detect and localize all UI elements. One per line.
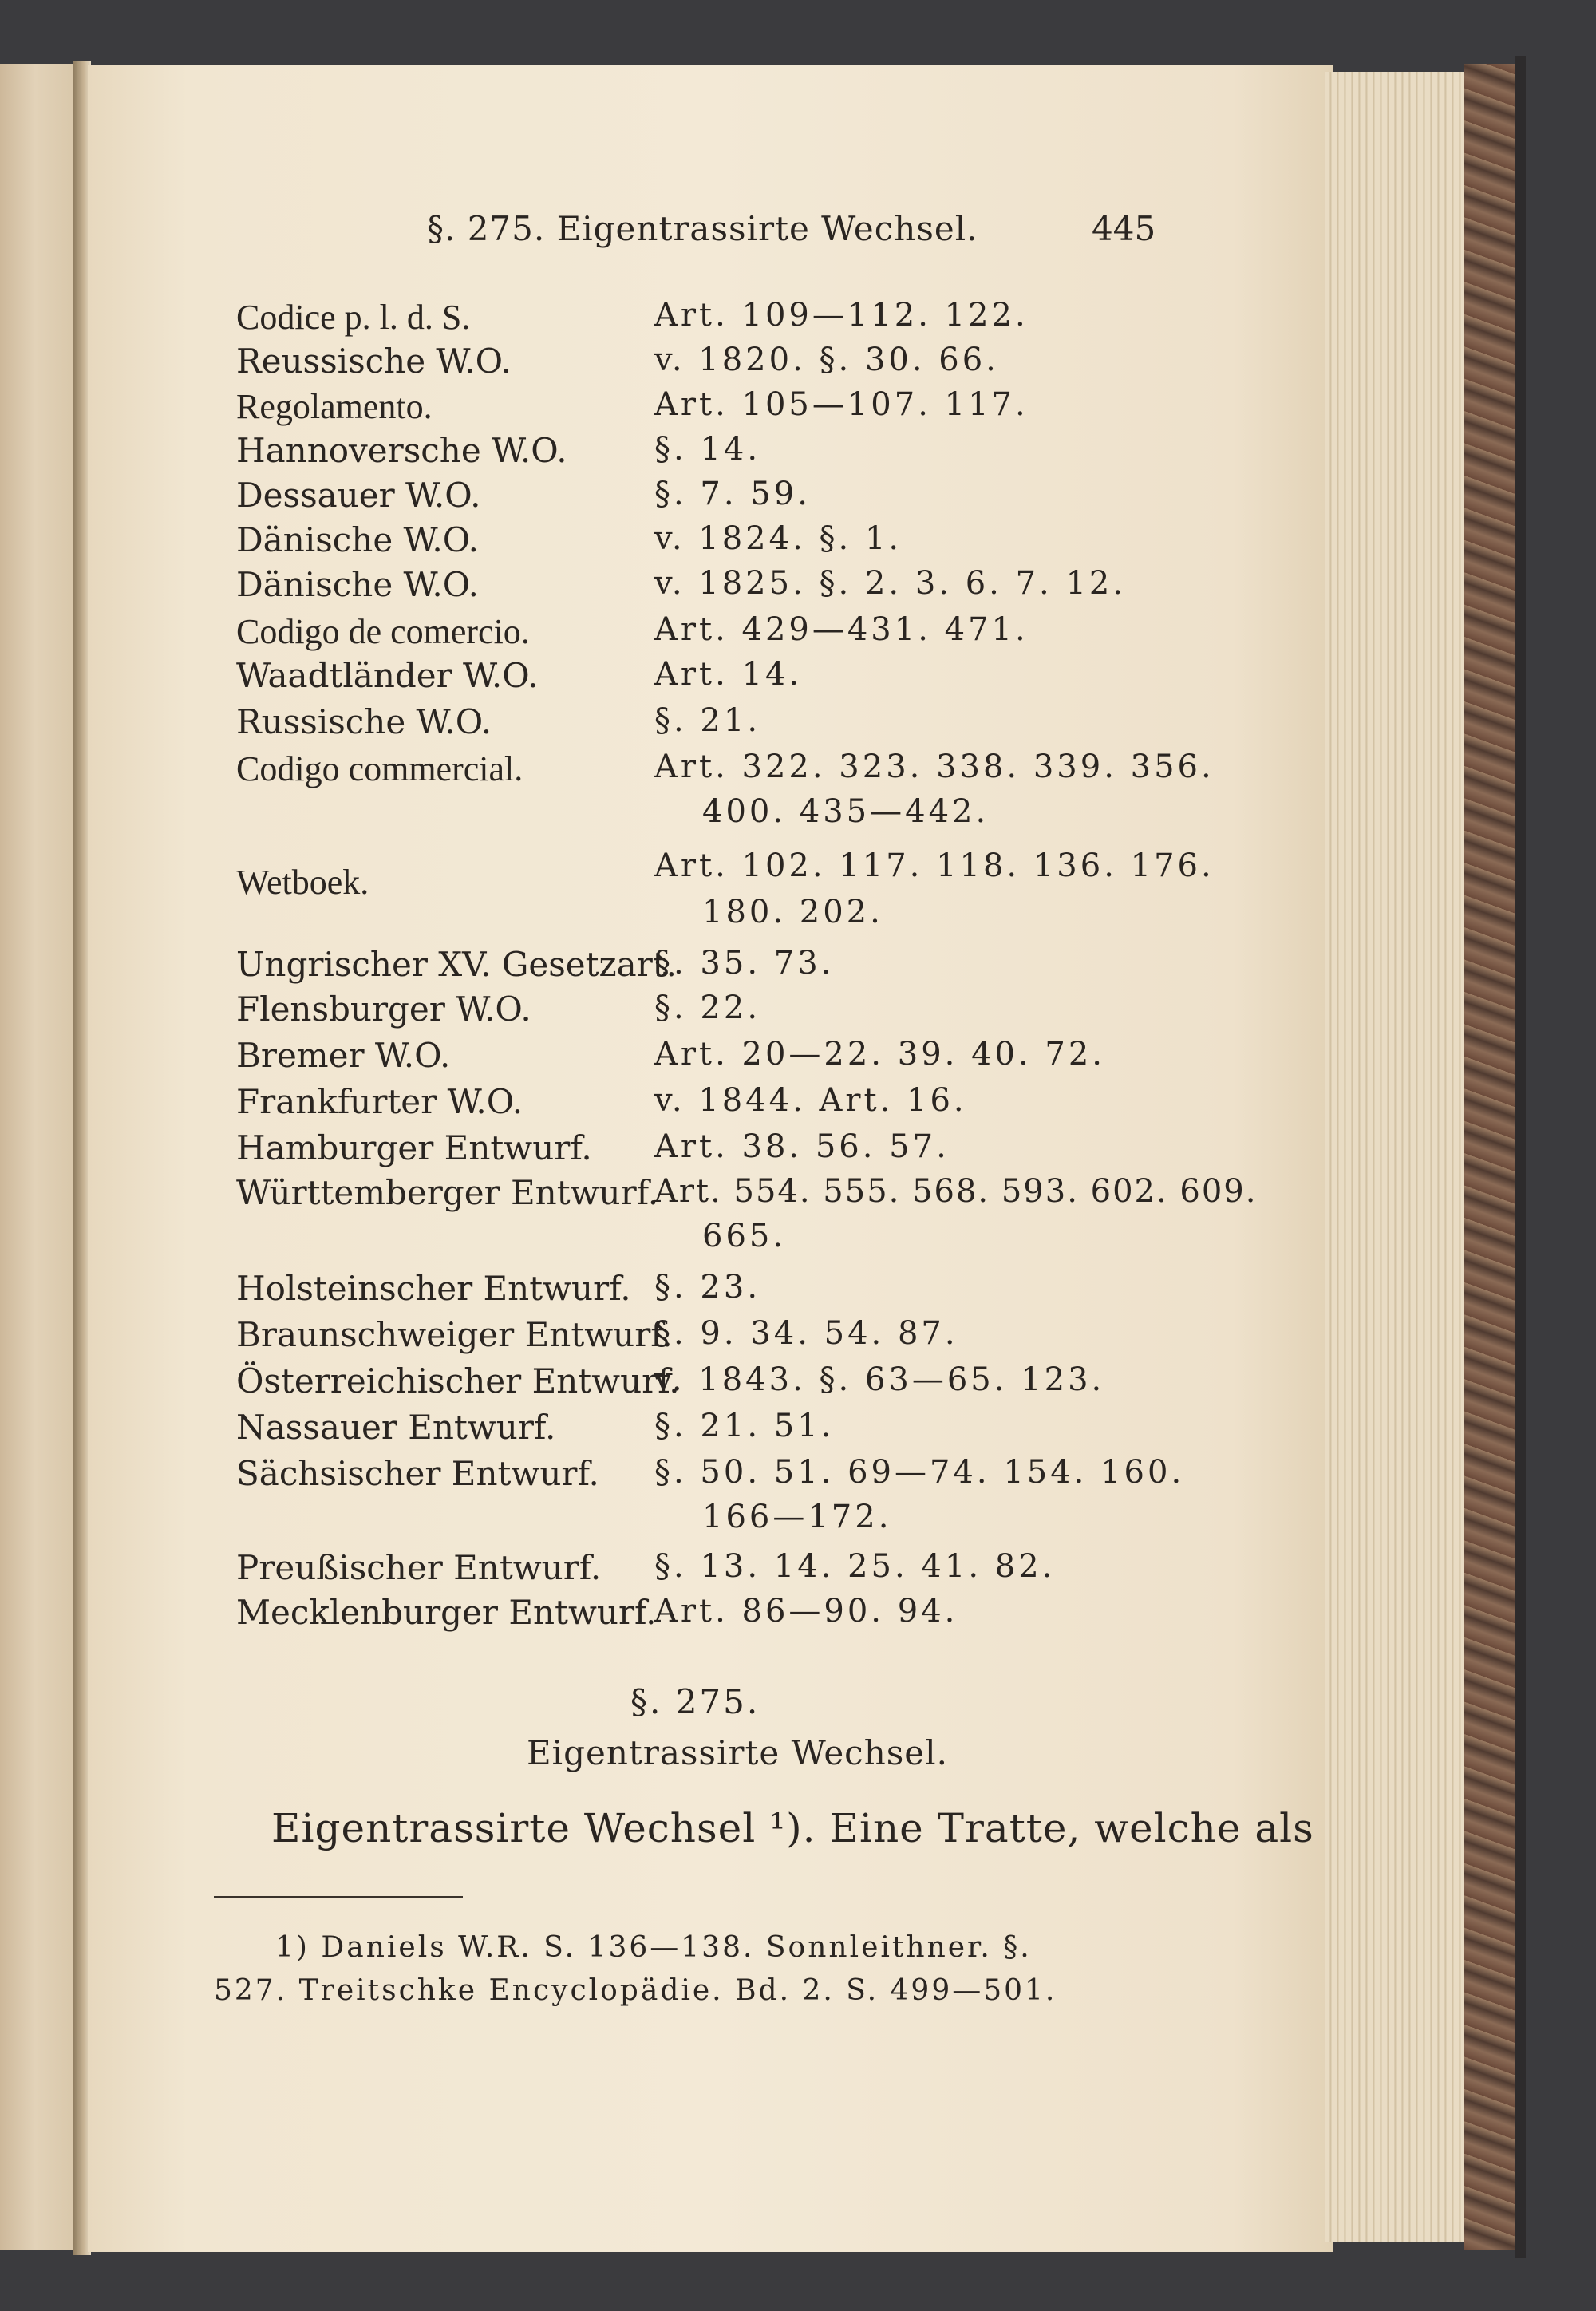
entry-row [0,520,1596,568]
entry-reference: v. 1820. §. 30. 66. [654,342,999,378]
body-text-line: Eigentrassirte Wechsel ¹). Eine Tratte, welche als [271,1805,1314,1851]
entry-reference-continuation: 665. [702,1218,787,1254]
entry-reference: v. 1824. §. 1. [654,520,903,557]
entry-reference: Art. 429—431. 471. [654,611,1029,648]
entry-row [0,1173,1596,1221]
entry-source: Codigo de comercio. [236,612,530,651]
entry-reference: v. 1844. Art. 16. [654,1082,967,1119]
entry-row [0,297,1596,345]
entry-row-continuation [0,1499,1596,1547]
entry-reference: Art. 102. 117. 118. 136. 176. [654,847,1215,884]
entry-source: Holsteinscher Entwurf. [236,1269,631,1308]
entry-source: Hamburger Entwurf. [236,1128,592,1167]
entry-row [0,1036,1596,1084]
section-title: Eigentrassirte Wechsel. [527,1733,948,1772]
entry-row-continuation [0,1218,1596,1266]
entry-source: Codigo commercial. [236,749,523,788]
entry-source: Wetboek. [236,863,369,902]
entry-reference: §. 21. [654,702,761,739]
entry-source: Bremer W.O. [236,1036,451,1075]
running-header: §. 275. Eigentrassirte Wechsel. [427,209,978,248]
entry-reference: §. 7. 59. [654,476,811,512]
entry-row [0,1269,1596,1317]
entry-row [0,431,1596,479]
entry-row [0,1082,1596,1130]
entry-reference: §. 22. [654,990,761,1026]
entry-reference: §. 50. 51. 69—74. 154. 160. [654,1454,1185,1491]
entry-row [0,1454,1596,1502]
entry-row [0,476,1596,523]
entry-reference-continuation: 180. 202. [702,894,883,930]
entry-row [0,1593,1596,1641]
entry-source: Dänische W.O. [236,520,480,559]
entry-row [0,342,1596,389]
entry-source: Nassauer Entwurf. [236,1408,556,1447]
entry-source: Österreichischer Entwurf. [236,1361,680,1400]
entry-reference-continuation: 166—172. [702,1499,892,1535]
entry-reference: Art. 38. 56. 57. [654,1128,950,1165]
entry-reference: Art. 20—22. 39. 40. 72. [654,1036,1106,1073]
section-number: §. 275. [630,1682,760,1721]
entry-reference: v. 1825. §. 2. 3. 6. 7. 12. [654,565,1127,602]
entry-row [0,1128,1596,1176]
entry-reference: Art. 105—107. 117. [654,386,1029,423]
entry-row [0,990,1596,1037]
entry-source: Mecklenburger Entwurf. [236,1593,657,1632]
entry-row [0,1315,1596,1363]
entry-source: Preußischer Entwurf. [236,1548,602,1587]
entry-source: Regolamento. [236,387,433,426]
entry-source: Ungrischer XV. Gesetzart. [236,945,678,984]
entry-source: Reussische W.O. [236,342,512,381]
entry-row [0,1408,1596,1456]
entry-reference: Art. 322. 323. 338. 339. 356. [654,749,1215,785]
entry-reference: Art. 554. 555. 568. 593. 602. 609. [654,1173,1258,1210]
entry-row [0,656,1596,704]
footnote-line: 1) Daniels W.R. S. 136—138. Sonnleithner. §. [275,1931,1032,1964]
entry-reference: §. 14. [654,431,761,468]
entry-row [0,1548,1596,1596]
entry-source: Waadtländer W.O. [236,656,539,695]
entry-reference: §. 9. 34. 54. 87. [654,1315,958,1352]
entry-reference: §. 13. 14. 25. 41. 82. [654,1548,1056,1585]
entry-source: Codice p. l. d. S. [236,298,471,337]
footnote-rule [214,1896,463,1898]
entry-source: Hannoversche W.O. [236,431,567,470]
entry-row-continuation [0,793,1596,841]
entry-reference: §. 35. 73. [654,945,835,982]
entry-source: Dänische W.O. [236,565,480,604]
entry-reference: v. 1843. §. 63—65. 123. [654,1361,1105,1398]
entry-row [0,1361,1596,1409]
entry-reference-continuation: 400. 435—442. [702,793,990,830]
entry-source: Frankfurter W.O. [236,1082,523,1121]
entry-row-continuation [0,894,1596,942]
entry-source: Braunschweiger Entwurf. [236,1315,673,1354]
entry-row [0,565,1596,613]
entry-source: Russische W.O. [236,702,492,741]
entry-source: Dessauer W.O. [236,476,481,515]
entry-row [0,945,1596,993]
entry-source: Sächsischer Entwurf. [236,1454,599,1493]
entry-reference: §. 21. 51. [654,1408,835,1444]
entry-row [0,611,1596,659]
page-number: 445 [1092,209,1156,248]
entry-source: Württemberger Entwurf. [236,1173,659,1212]
entry-row [0,702,1596,750]
entry-row [0,749,1596,796]
entry-reference: Art. 14. [654,656,803,693]
entry-source: Flensburger W.O. [236,990,531,1029]
footnote-line: 527. Treitschke Encyclopädie. Bd. 2. S. 499—501. [214,1974,1057,2007]
entry-reference: §. 23. [654,1269,761,1306]
entry-row [0,386,1596,434]
entry-reference: Art. 86—90. 94. [654,1593,958,1630]
entry-reference: Art. 109—112. 122. [654,297,1029,334]
